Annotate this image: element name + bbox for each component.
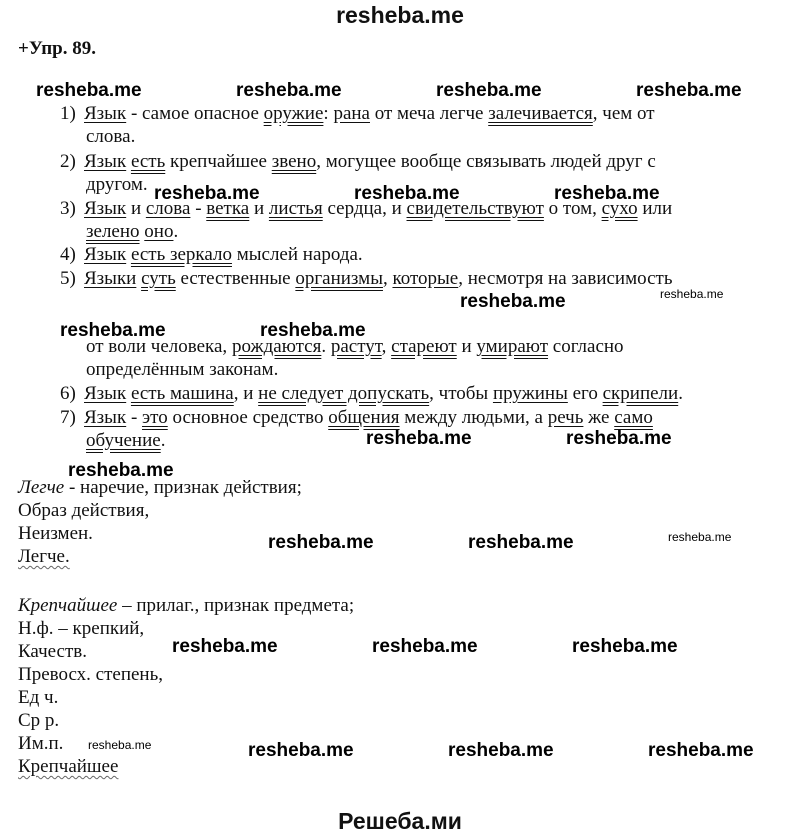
watermark: resheba.me <box>648 740 754 761</box>
sentence-5-line-1 <box>60 267 672 290</box>
text: - <box>190 198 207 219</box>
text: . <box>173 221 179 242</box>
subject: Языки <box>84 268 137 289</box>
analysis-line: Образ действия, <box>18 500 150 521</box>
text: согласно <box>548 336 624 357</box>
analysis-desc: – прилаг., признак предмета; <box>117 595 355 616</box>
predicate: сухо <box>601 198 638 219</box>
analysis-legche-heading <box>18 476 302 499</box>
predicate: общения <box>328 407 400 428</box>
sentence-number: 2) <box>60 151 76 172</box>
analysis-line: Н.ф. – крепкий, <box>18 618 145 639</box>
sentence-number: 1) <box>60 103 76 124</box>
text: его <box>567 383 603 404</box>
subject: Язык <box>84 383 127 404</box>
predicate: оружие <box>263 103 324 124</box>
sentence-number: 7) <box>60 407 76 428</box>
sentence-6-line-1 <box>60 382 683 405</box>
text: , <box>381 336 392 357</box>
text: , чем от <box>592 103 655 124</box>
text: же <box>583 407 615 428</box>
watermark: resheba.me <box>260 320 366 341</box>
text: и <box>456 336 477 357</box>
subject: Язык <box>84 103 127 124</box>
predicate: растут <box>330 336 382 357</box>
predicate: зелено <box>86 221 140 242</box>
analysis-line: Им.п. <box>18 733 64 754</box>
analysis-line: Качеств. <box>18 641 88 662</box>
watermark-small: resheba.me <box>668 530 732 544</box>
analysis-word-wavy: Легче. <box>18 546 70 567</box>
watermark: resheba.me <box>572 636 678 657</box>
text: , могущее вообще связывать людей друг с <box>316 151 656 172</box>
analysis-line: Неизмен. <box>18 523 93 544</box>
watermark: resheba.me <box>268 532 374 553</box>
analysis-word-wavy: Крепчайшее <box>18 756 119 777</box>
predicate: свидетельствуют <box>406 198 544 219</box>
text: , и <box>233 383 259 404</box>
sentence-3-line-1 <box>60 197 672 220</box>
analysis-line <box>18 755 118 778</box>
text: - самое опасное <box>126 103 264 124</box>
text: , <box>382 268 393 289</box>
text: крепчайшее <box>165 151 272 172</box>
watermark: resheba.me <box>436 80 542 101</box>
watermark: resheba.me <box>448 740 554 761</box>
predicate: скрипели <box>602 383 679 404</box>
watermark: resheba.me <box>36 80 142 101</box>
text: основное средство <box>167 407 329 428</box>
sentence-5-line-2 <box>86 335 624 358</box>
subject: слова <box>145 198 191 219</box>
text: между людьми, а <box>399 407 548 428</box>
predicate: суть <box>141 268 176 289</box>
predicate: есть <box>130 151 166 172</box>
analysis-krepchaishee-heading <box>18 594 354 617</box>
text: , несмотря на зависимость <box>458 268 673 289</box>
sentence-1-line-2: слова. <box>86 126 136 147</box>
text: . <box>321 336 331 357</box>
sentence-number: 5) <box>60 268 76 289</box>
watermark: resheba.me <box>172 636 278 657</box>
watermark: resheba.me <box>354 183 460 204</box>
site-footer: Решеба.ми <box>338 808 462 834</box>
sentence-2-line-2: другом. <box>86 174 148 195</box>
watermark-small: resheba.me <box>88 738 152 752</box>
analysis-desc: - наречие, признак действия; <box>64 477 302 498</box>
text: о том, <box>543 198 602 219</box>
analysis-line <box>18 545 70 568</box>
watermark: resheba.me <box>154 183 260 204</box>
predicate: стареют <box>391 336 457 357</box>
site-header: resheba.me <box>336 2 464 28</box>
predicate: это <box>142 407 168 428</box>
text: сердца, и <box>322 198 407 219</box>
predicate: залечивается <box>488 103 593 124</box>
watermark: resheba.me <box>372 636 478 657</box>
subject: рана <box>333 103 370 124</box>
predicate: рождаются <box>231 336 322 357</box>
text: : <box>323 103 334 124</box>
predicate: организмы <box>295 268 383 289</box>
sentence-4-line-1 <box>60 243 363 266</box>
watermark-small: resheba.me <box>660 287 724 301</box>
predicate: умирают <box>476 336 549 357</box>
watermark: resheba.me <box>460 291 566 312</box>
watermark: resheba.me <box>554 183 660 204</box>
sentence-number: 6) <box>60 383 76 404</box>
watermark: resheba.me <box>236 80 342 101</box>
predicate: не следует допускать <box>258 383 430 404</box>
text: и <box>249 198 269 219</box>
exercise-title: +Упр. 89. <box>18 38 96 59</box>
predicate: обучение <box>86 430 161 451</box>
sentence-number: 4) <box>60 244 76 265</box>
watermark: resheba.me <box>248 740 354 761</box>
watermark: resheba.me <box>636 80 742 101</box>
text: . <box>678 383 683 404</box>
text: и <box>126 198 146 219</box>
watermark: resheba.me <box>566 428 672 449</box>
subject: пружины <box>492 383 568 404</box>
sentence-5-line-3: определённым законам. <box>86 359 279 380</box>
subject: Язык <box>84 151 127 172</box>
predicate: есть машина <box>130 383 234 404</box>
subject: которые <box>392 268 459 289</box>
subject: речь <box>547 407 584 428</box>
sentence-1-line-1 <box>60 102 655 125</box>
analysis-line: Ср р. <box>18 710 60 731</box>
sentence-2-line-1 <box>60 150 656 173</box>
watermark: resheba.me <box>60 320 166 341</box>
watermark: resheba.me <box>468 532 574 553</box>
watermark: resheba.me <box>366 428 472 449</box>
text: естественные <box>175 268 296 289</box>
analysis-line: Ед ч. <box>18 687 59 708</box>
text: от воли человека, <box>86 336 232 357</box>
predicate: звено <box>271 151 317 172</box>
analysis-word: Легче <box>18 477 65 498</box>
predicate: листья <box>268 198 323 219</box>
text: или <box>637 198 673 219</box>
analysis-line: Превосх. степень, <box>18 664 164 685</box>
predicate: само <box>614 407 653 428</box>
sentence-7-line-1 <box>60 406 653 429</box>
analysis-word: Крепчайшее <box>18 595 118 616</box>
sentence-number: 3) <box>60 198 76 219</box>
text: . <box>160 430 166 451</box>
subject: Язык <box>84 407 127 428</box>
text: мыслей народа. <box>231 244 363 265</box>
sentence-3-line-2 <box>86 220 178 243</box>
text: , чтобы <box>429 383 493 404</box>
predicate: ветка <box>206 198 250 219</box>
subject: оно <box>144 221 174 242</box>
sentence-7-line-2 <box>86 429 165 452</box>
predicate: есть зеркало <box>130 244 232 265</box>
text: - <box>126 407 143 428</box>
text: от меча легче <box>369 103 489 124</box>
subject: Язык <box>84 244 127 265</box>
watermark: resheba.me <box>68 460 174 481</box>
subject: Язык <box>84 198 127 219</box>
